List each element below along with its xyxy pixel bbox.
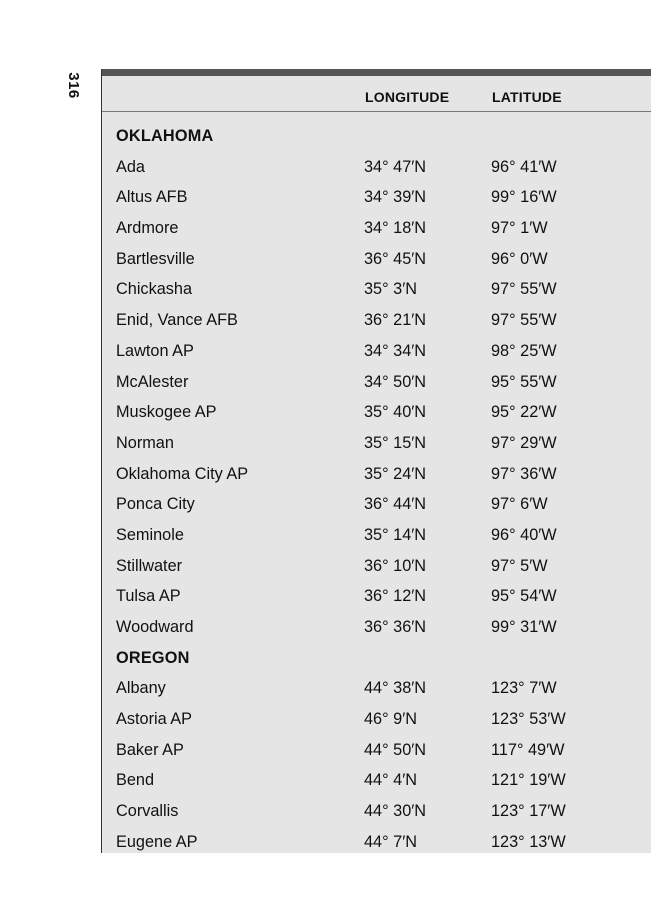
latitude-value: 97° 1′W — [491, 219, 548, 238]
longitude-value: 34° 34′N — [364, 341, 427, 360]
longitude-value: 35° 14′N — [364, 525, 427, 544]
location-name: Woodward — [116, 618, 194, 636]
section-title: OKLAHOMA — [116, 127, 214, 145]
location-name: Seminole — [116, 525, 184, 544]
location-name: Baker AP — [116, 740, 184, 759]
longitude-header: LONGITUDE — [365, 89, 450, 105]
longitude-value: 44° 7′N — [364, 832, 418, 851]
latitude-value: 96° 41′W — [491, 157, 557, 176]
table-row — [102, 304, 651, 335]
location-name: McAlester — [116, 372, 189, 391]
longitude-value: 44° 38′N — [364, 679, 427, 698]
longitude-value: 36° 44′N — [364, 495, 427, 514]
latitude-value: 95° 54′W — [491, 587, 557, 606]
longitude-value: 36° 10′N — [364, 556, 427, 575]
page-number — [62, 68, 84, 102]
location-name: Eugene AP — [116, 832, 198, 851]
location-name: Altus AFB — [116, 188, 188, 207]
latitude-value: 98° 25′W — [491, 341, 557, 360]
longitude-value: 44° 4′N — [364, 771, 418, 790]
longitude-value: 44° 50′N — [364, 740, 427, 759]
location-name: Oklahoma City AP — [116, 464, 249, 483]
table-row — [102, 335, 651, 366]
latitude-value: 99° 31′W — [491, 618, 557, 636]
location-name: Enid, Vance AFB — [116, 311, 238, 330]
longitude-value: 36° 21′N — [364, 311, 427, 330]
location-name: Lawton AP — [116, 341, 194, 360]
table-row — [102, 427, 651, 458]
latitude-value: 123° 13′W — [491, 832, 566, 851]
location-name: Astoria AP — [116, 710, 193, 729]
longitude-value: 35° 15′N — [364, 433, 427, 452]
latitude-value: 97° 36′W — [491, 464, 557, 483]
location-name: Chickasha — [116, 280, 193, 299]
location-name: Norman — [116, 433, 174, 452]
latitude-value: 96° 0′W — [491, 249, 548, 268]
longitude-value: 44° 30′N — [364, 802, 427, 821]
coordinates-table — [101, 69, 651, 853]
table-spacer — [102, 112, 651, 120]
table-row — [102, 519, 651, 550]
latitude-value: 117° 49′W — [491, 740, 565, 759]
longitude-value: 36° 12′N — [364, 587, 427, 606]
table-row — [102, 795, 651, 826]
page-number-text: 316 — [64, 71, 82, 99]
location-name: Muskogee AP — [116, 403, 217, 422]
longitude-value: 35° 3′N — [364, 280, 418, 299]
table-row — [102, 826, 651, 857]
latitude-value: 99° 16′W — [491, 188, 557, 207]
table-row — [102, 734, 651, 765]
latitude-value: 97° 29′W — [491, 433, 557, 452]
location-name: Bartlesville — [116, 249, 195, 268]
section-heading-row — [102, 642, 651, 673]
location-name: Corvallis — [116, 802, 179, 821]
table-row — [102, 181, 651, 212]
latitude-value: 97° 5′W — [491, 556, 548, 575]
location-name: Tulsa AP — [116, 587, 181, 606]
longitude-value: 36° 45′N — [364, 249, 427, 268]
table-body — [102, 120, 651, 857]
location-name: Stillwater — [116, 556, 183, 575]
table-row — [102, 580, 651, 611]
latitude-value: 121° 19′W — [491, 771, 566, 790]
longitude-value: 34° 18′N — [364, 219, 427, 238]
latitude-header: LATITUDE — [492, 89, 562, 105]
table-row — [102, 212, 651, 243]
longitude-value: 36° 36′N — [364, 618, 427, 636]
latitude-value: 123° 53′W — [491, 710, 566, 729]
table-row — [102, 611, 651, 642]
latitude-value: 97° 55′W — [491, 280, 557, 299]
table-row — [102, 243, 651, 274]
table-row — [102, 488, 651, 519]
table-row — [102, 703, 651, 734]
table-row — [102, 396, 651, 427]
table-row — [102, 550, 651, 581]
longitude-value: 34° 50′N — [364, 372, 427, 391]
location-name: Ponca City — [116, 495, 195, 514]
location-name: Ada — [116, 157, 145, 176]
table-header — [102, 76, 651, 112]
section-heading-row — [102, 120, 651, 151]
table-row — [102, 151, 651, 182]
latitude-value: 97° 55′W — [491, 311, 557, 330]
latitude-value: 123° 17′W — [491, 802, 566, 821]
table-top-rule — [102, 69, 651, 76]
longitude-value: 35° 24′N — [364, 464, 427, 483]
longitude-value: 35° 40′N — [364, 403, 427, 422]
location-name: Ardmore — [116, 219, 179, 238]
section-title: OREGON — [116, 648, 190, 667]
latitude-value: 97° 6′W — [491, 495, 548, 514]
longitude-value: 34° 47′N — [364, 157, 427, 176]
latitude-value: 95° 22′W — [491, 403, 557, 422]
table-row — [102, 458, 651, 489]
longitude-value: 46° 9′N — [364, 710, 418, 729]
latitude-value: 95° 55′W — [491, 372, 557, 391]
latitude-value: 96° 40′W — [491, 525, 557, 544]
location-name: Albany — [116, 679, 166, 698]
table-row — [102, 672, 651, 703]
table-row — [102, 273, 651, 304]
table-row — [102, 764, 651, 795]
location-name: Bend — [116, 771, 155, 790]
longitude-value: 34° 39′N — [364, 188, 427, 207]
table-row — [102, 366, 651, 397]
latitude-value: 123° 7′W — [491, 679, 557, 698]
